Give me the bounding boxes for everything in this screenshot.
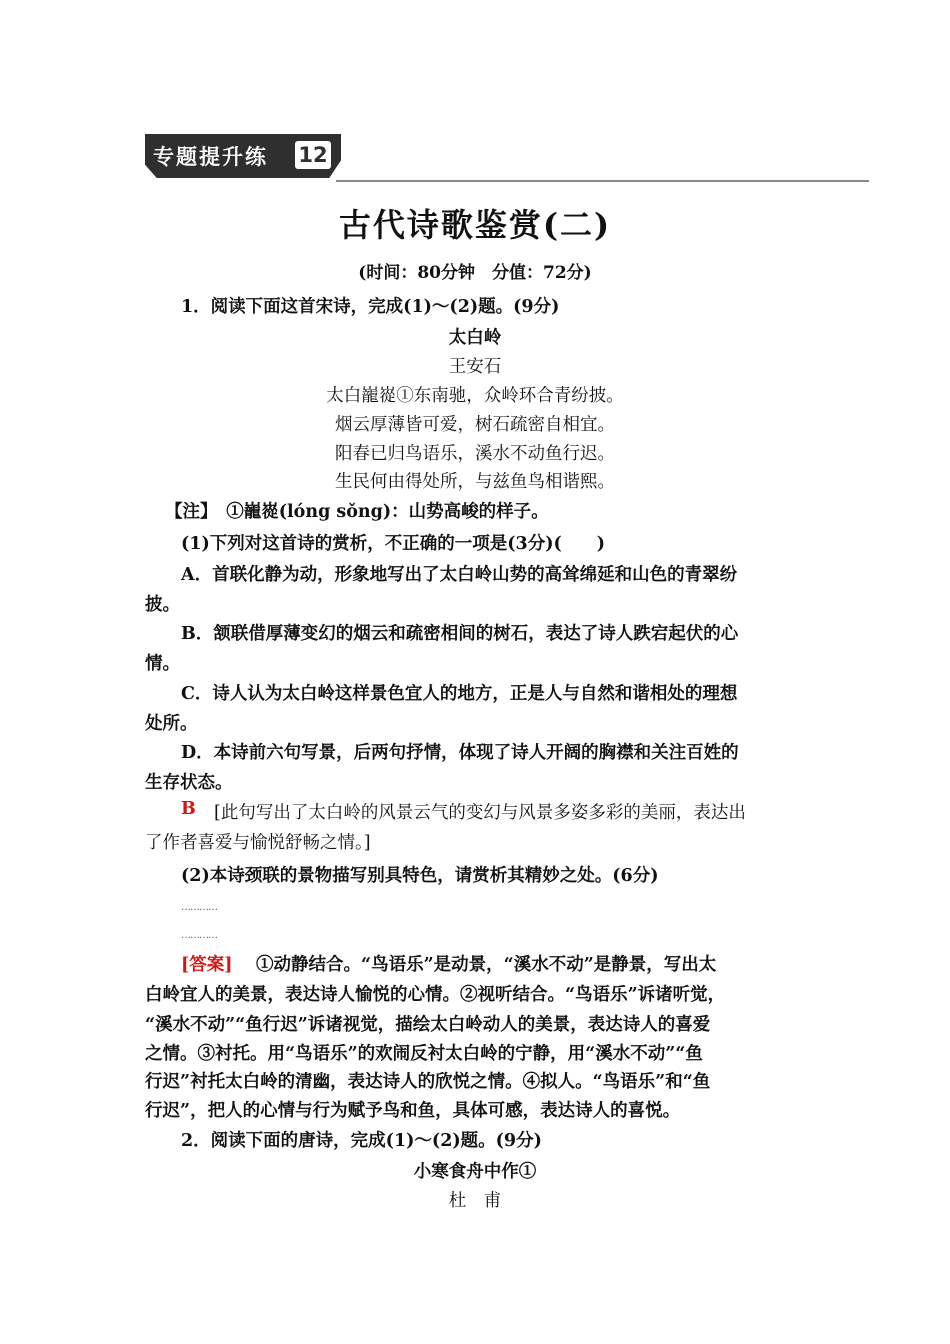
header-rule bbox=[336, 180, 869, 182]
option-d-line1: D．本诗前六句写景，后两句抒情，体现了诗人开阔的胸襟和关注百姓的 bbox=[181, 743, 739, 763]
exam-meta: (时间：80分钟 分值：72分) bbox=[358, 263, 592, 283]
answer-text-line: ①动静结合。“鸟语乐”是动景，“溪水不动”是静景，写出太 bbox=[256, 955, 717, 975]
option-a-line1: A．首联化静为动，形象地写出了太白岭山势的高耸绵延和山色的青翠纷 bbox=[181, 565, 738, 585]
answer-text-line: 行迟”，把人的心情与行为赋予鸟和鱼，具体可感，表达诗人的喜悦。 bbox=[145, 1101, 681, 1121]
q1-sub1: (1)下列对这首诗的赏析，不正确的一项是(3分)( ) bbox=[181, 534, 606, 554]
answer-explanation-line1: [此句写出了太白岭的风景云气的变幻与风景多姿多彩的美丽，表达出 bbox=[214, 803, 746, 823]
q1-poem-line: 烟云厚薄皆可爱，树石疏密自相宜。 bbox=[335, 415, 615, 435]
page-title: 古代诗歌鉴赏(二) bbox=[338, 206, 612, 244]
option-c-line1: C．诗人认为太白岭这样景色宜人的地方，正是人与自然和谐相处的理想 bbox=[181, 684, 738, 704]
q1-poem-line: 生民何由得处所，与兹鱼鸟相谐熙。 bbox=[335, 472, 615, 492]
answer-text-line: 行迟”衬托太白岭的清幽，表达诗人的欣悦之情。④拟人。“鸟语乐”和“鱼 bbox=[145, 1072, 711, 1092]
q1-poem-author: 王安石 bbox=[448, 357, 502, 377]
q1-sub2: (2)本诗颈联的景物描写别具特色，请赏析其精妙之处。(6分) bbox=[181, 866, 659, 886]
q2-poem-author: 杜 甫 bbox=[448, 1191, 502, 1211]
q1-poem-line: 阳春已归鸟语乐，溪水不动鱼行迟。 bbox=[335, 444, 615, 464]
tag-number: 12 bbox=[295, 141, 331, 169]
answer-text-line: 之情。③衬托。用“鸟语乐”的欢闹反衬太白岭的宁静，用“溪水不动”“鱼 bbox=[145, 1044, 703, 1064]
q2-poem-title: 小寒食舟中作① bbox=[413, 1162, 537, 1182]
option-c-line2: 处所。 bbox=[145, 714, 198, 734]
q1-prompt: 1．阅读下面这首宋诗，完成(1)～(2)题。(9分) bbox=[181, 297, 560, 317]
q1-poem-title: 太白岭 bbox=[448, 328, 502, 348]
answer-letter: B bbox=[181, 799, 196, 819]
answer-text-line: “溪水不动”“鱼行迟”诉诸视觉，描绘太白岭动人的美景，表达诗人的喜爱 bbox=[145, 1015, 711, 1035]
answer-blank: ………… bbox=[181, 902, 217, 913]
q1-note: 【注】 ①巃嵸(lóng sǒng)：山势高峻的样子。 bbox=[165, 502, 549, 522]
q1-poem-line: 太白巃嵸①东南驰，众岭环合青纷披。 bbox=[326, 386, 624, 406]
answer-explanation-line2: 了作者喜爱与愉悦舒畅之情。] bbox=[145, 833, 371, 853]
option-d-line2: 生存状态。 bbox=[145, 773, 233, 793]
tag-label: 专题提升练 bbox=[153, 145, 268, 169]
answer-blank: ………… bbox=[181, 930, 217, 941]
option-b-line2: 情。 bbox=[145, 654, 180, 674]
answer-label: [答案] bbox=[181, 955, 233, 975]
q2-prompt: 2．阅读下面的唐诗，完成(1)～(2)题。(9分) bbox=[181, 1131, 542, 1151]
option-a-line2: 披。 bbox=[145, 595, 180, 615]
option-b-line1: B．颔联借厚薄变幻的烟云和疏密相间的树石，表达了诗人跌宕起伏的心 bbox=[181, 624, 739, 644]
answer-text-line: 白岭宜人的美景，表达诗人愉悦的心情。②视听结合。“鸟语乐”诉诸听觉， bbox=[145, 985, 726, 1005]
